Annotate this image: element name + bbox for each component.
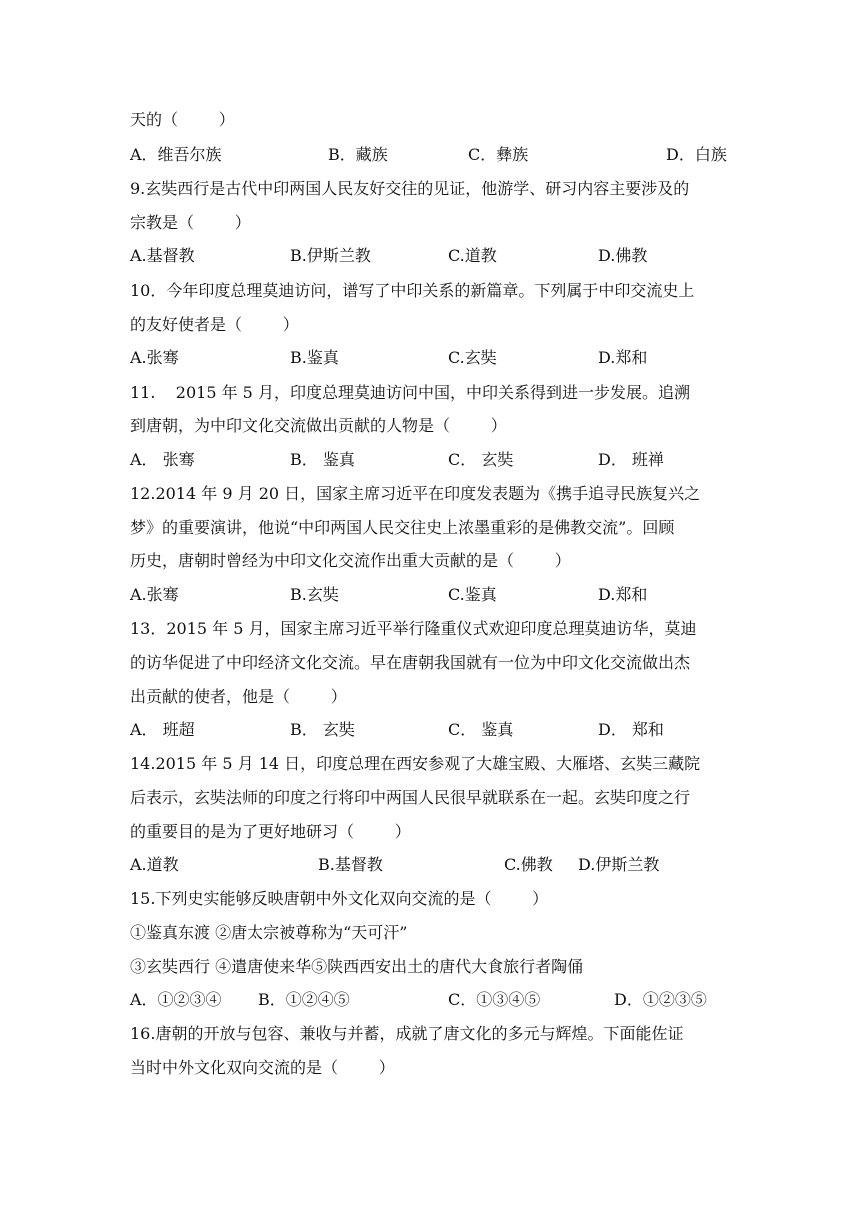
q11-stem-line-2: 到唐朝，为中印文化交流做出贡献的人物是（ ） xyxy=(130,416,507,435)
q13-option-d: D． 郑和 xyxy=(598,720,664,739)
q10-option-b: B.鉴真 xyxy=(290,348,339,367)
q10-option-a: A.张骞 xyxy=(130,348,179,367)
q15-option-c: C．①③④⑤ xyxy=(448,990,541,1009)
q15-stem-line-2: ①鉴真东渡 ②唐太宗被尊称为“天可汗” xyxy=(130,923,408,942)
q14-option-a: A.道教 xyxy=(130,855,179,874)
q14-stem-line-1: 14.2015 年 5 月 14 日，印度总理在西安参观了大雄宝殿、大雁塔、玄奘三藏院 xyxy=(130,754,701,773)
q12-option-d: D.郑和 xyxy=(598,585,648,604)
q12-stem-line-1: 12.2014 年 9 月 20 日，国家主席习近平在印度发表题为《携手追寻民族复兴之 xyxy=(130,484,701,503)
q9-stem-line-1: 9.玄奘西行是古代中印两国人民友好交往的见证，他游学、研习内容主要涉及的 xyxy=(130,179,690,198)
q10-option-d: D.郑和 xyxy=(598,348,648,367)
q16-stem-line-2: 当时中外文化双向交流的是（ ） xyxy=(130,1058,395,1077)
q11-option-a: A． 张骞 xyxy=(130,450,195,469)
q9-option-b: B.伊斯兰教 xyxy=(290,246,371,265)
q15-option-b: B．①②④⑤ xyxy=(258,990,350,1009)
q8-option-c: C．彝族 xyxy=(468,145,529,164)
q14-stem-line-2: 后表示，玄奘法师的印度之行将印中两国人民很早就联系在一起。玄奘印度之行 xyxy=(130,788,691,807)
q15-stem-line-3: ③玄奘西行 ④遣唐使来华⑤陕西西安出土的唐代大食旅行者陶俑 xyxy=(130,957,584,976)
q9-stem-line-2: 宗教是（ ） xyxy=(130,213,251,232)
q14-stem-line-3: 的重要目的是为了更好地研习（ ） xyxy=(130,822,411,841)
q11-stem-line-1: 11. 2015 年 5 月，印度总理莫迪访问中国，中印关系得到进一步发展。追溯 xyxy=(130,383,690,402)
q14-option-d: D.伊斯兰教 xyxy=(578,855,660,874)
q11-option-b: B． 鉴真 xyxy=(290,450,355,469)
q13-option-b: B． 玄奘 xyxy=(290,720,355,739)
q9-option-c: C.道教 xyxy=(448,246,497,265)
q14-option-b: B.基督教 xyxy=(318,855,383,874)
q13-option-a: A． 班超 xyxy=(130,720,195,739)
q15-stem-line-1: 15.下列史实能够反映唐朝中外文化双向交流的是（ ） xyxy=(130,889,549,908)
q13-stem-line-1: 13．2015 年 5 月，国家主席习近平举行隆重仪式欢迎印度总理莫迪访华，莫迪 xyxy=(130,619,697,638)
q9-option-d: D.佛教 xyxy=(598,246,648,265)
q11-option-d: D． 班禅 xyxy=(598,450,664,469)
q12-option-a: A.张骞 xyxy=(130,585,179,604)
q13-option-c: C． 鉴真 xyxy=(448,720,514,739)
q11-option-c: C． 玄奘 xyxy=(448,450,514,469)
q12-option-c: C.鉴真 xyxy=(448,585,497,604)
q10-option-c: C.玄奘 xyxy=(448,348,497,367)
q12-option-b: B.玄奘 xyxy=(290,585,339,604)
q8-option-b: B．藏族 xyxy=(328,145,388,164)
q13-stem-line-2: 的访华促进了中印经济文化交流。早在唐朝我国就有一位为中印文化交流做出杰 xyxy=(130,653,691,672)
q9-option-a: A.基督教 xyxy=(130,246,195,265)
q8-stem-end: 天的（ ） xyxy=(130,110,235,129)
q15-option-a: A．①②③④ xyxy=(130,990,222,1009)
q10-stem-line-2: 的友好使者是（ ） xyxy=(130,315,299,334)
q14-option-c: C.佛教 xyxy=(504,855,553,874)
q13-stem-line-3: 出贡献的使者，他是（ ） xyxy=(130,687,347,706)
q8-option-a: A．维吾尔族 xyxy=(130,145,222,164)
q15-option-d: D．①②③⑤ xyxy=(614,990,707,1009)
q10-stem-line-1: 10．今年印度总理莫迪访问，谱写了中印关系的新篇章。下列属于中印交流史上 xyxy=(130,281,695,300)
q12-stem-line-2: 梦》的重要演讲，他说“中印两国人民交往史上浓墨重彩的是佛教交流”。回顾 xyxy=(130,518,675,537)
q12-stem-line-3: 历史，唐朝时曾经为中印文化交流作出重大贡献的是（ ） xyxy=(130,551,571,570)
q8-option-d: D．白族 xyxy=(666,145,727,164)
q16-stem-line-1: 16.唐朝的开放与包容、兼收与并蓄，成就了唐文化的多元与辉煌。下面能佐证 xyxy=(130,1024,684,1043)
